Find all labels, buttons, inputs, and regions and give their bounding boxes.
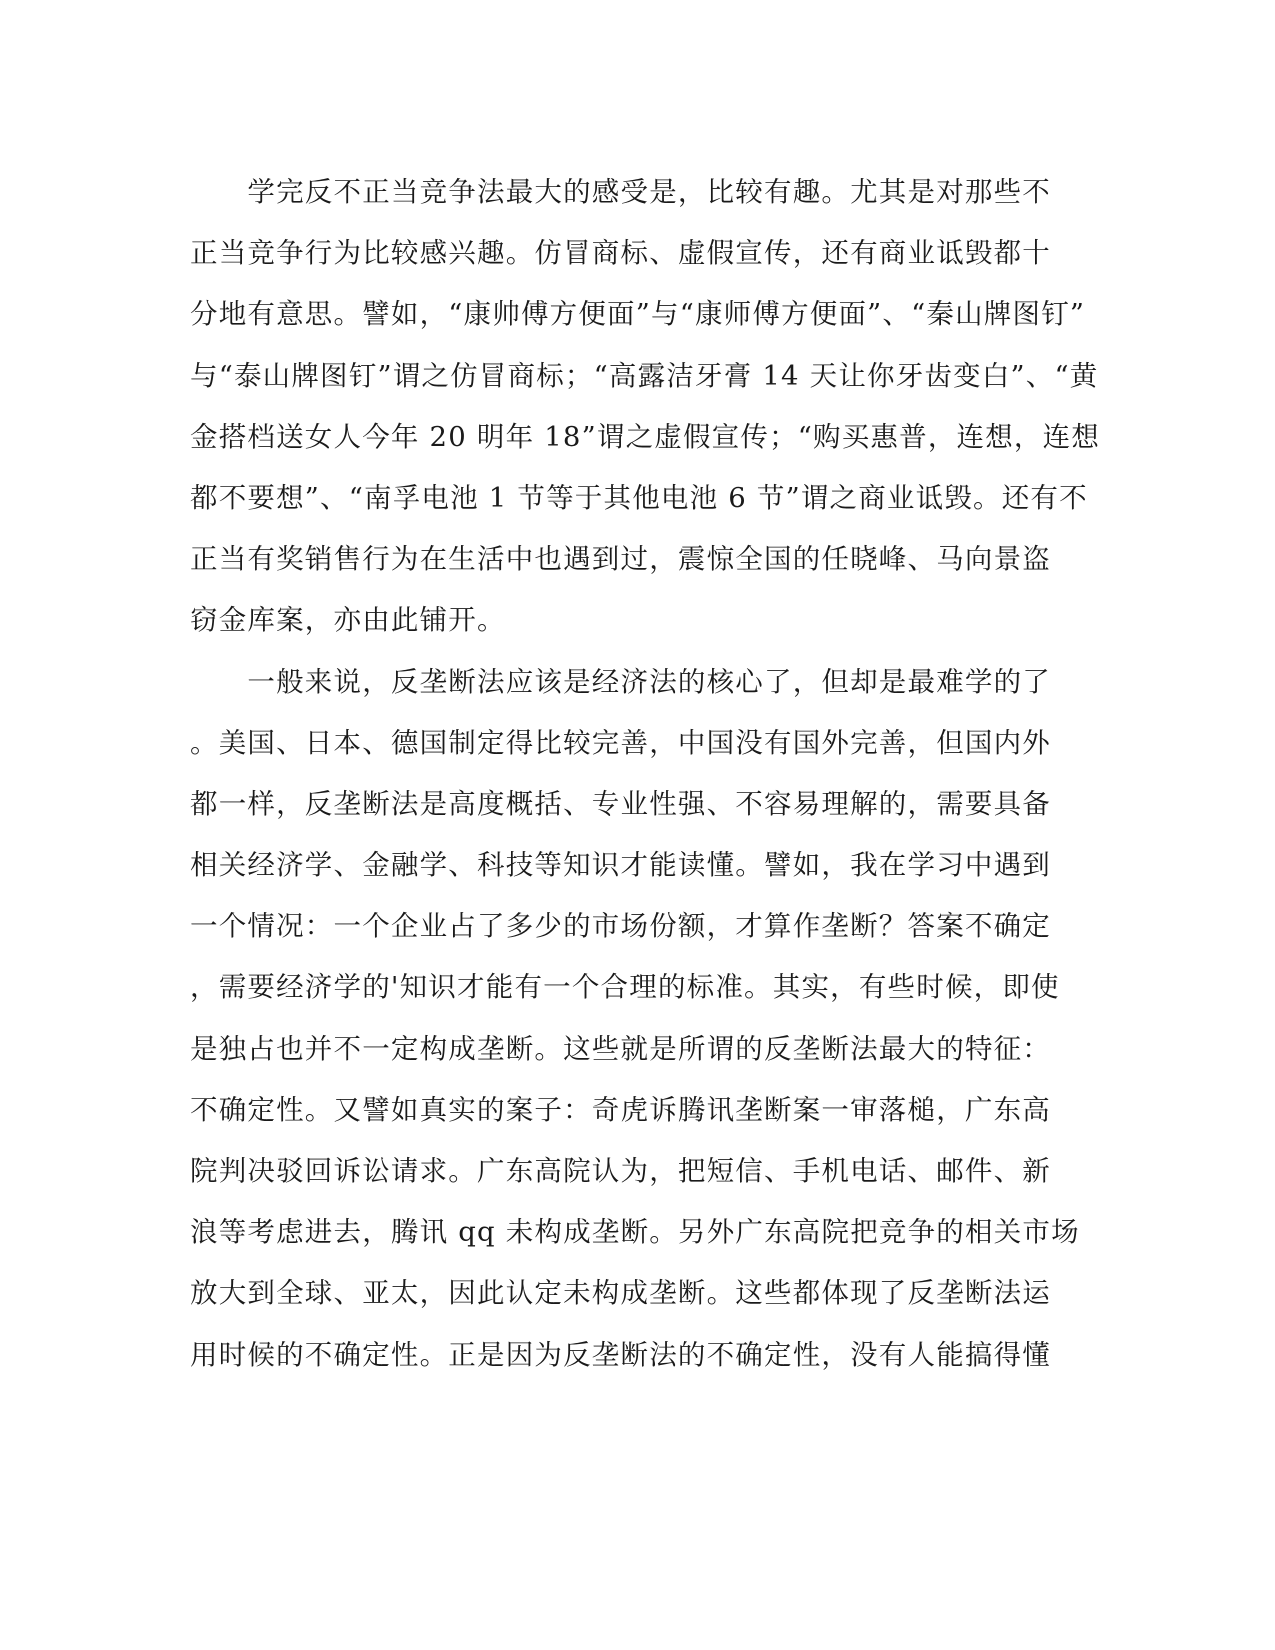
text-line: 相关经济学、金融学、科技等知识才能读懂。譬如，我在学习中遇到 <box>190 849 1051 882</box>
document-body <box>190 162 1101 1386</box>
text-line: 正当有奖销售行为在生活中也遇到过，震惊全国的任晓峰、马向景盗 <box>190 543 1051 576</box>
text-line: 浪等考虑进去，腾讯 qq 未构成垄断。另外广东高院把竞争的相关市场 <box>190 1216 1080 1249</box>
paragraph-unfair-competition <box>190 162 1101 652</box>
paragraph-anti-monopoly <box>190 652 1080 1386</box>
text-line: 一般来说，反垄断法应该是经济法的核心了，但却是最难学的了 <box>190 665 1051 698</box>
text-line: 都一样，反垄断法是高度概括、专业性强、不容易理解的，需要具备 <box>190 787 1051 820</box>
text-line: 用时候的不确定性。正是因为反垄断法的不确定性，没有人能搞得懂 <box>190 1338 1051 1371</box>
text-line: 与“泰山牌图钉”谓之仿冒商标；“高露洁牙膏 14 天让你牙齿变白”、“黄 <box>190 359 1099 392</box>
text-line: 是独占也并不一定构成垄断。这些就是所谓的反垄断法最大的特征： <box>190 1032 1051 1065</box>
text-line: 金搭档送女人今年 20 明年 18”谓之虚假宣传；“购买惠普，连想，连想 <box>190 420 1101 453</box>
text-line: 不确定性。又譬如真实的案子：奇虎诉腾讯垄断案一审落槌，广东高 <box>190 1093 1051 1126</box>
text-line: 一个情况：一个企业占了多少的市场份额，才算作垄断？答案不确定 <box>190 910 1051 943</box>
text-line: 都不要想”、“南孚电池 1 节等于其他电池 6 节”谓之商业诋毁。还有不 <box>190 481 1088 514</box>
text-line: 正当竞争行为比较感兴趣。仿冒商标、虚假宣传，还有商业诋毁都十 <box>190 237 1051 270</box>
text-line: 学完反不正当竞争法最大的感受是，比较有趣。尤其是对那些不 <box>190 176 1051 208</box>
text-line: 。美国、日本、德国制定得比较完善，中国没有国外完善，但国内外 <box>190 726 1051 759</box>
text-line: ，需要经济学的'知识才能有一个合理的标准。其实，有些时候，即使 <box>190 971 1060 1004</box>
text-line: 院判决驳回诉讼请求。广东高院认为，把短信、手机电话、邮件、新 <box>190 1155 1051 1187</box>
text-line: 分地有意思。譬如，“康帅傅方便面”与“康师傅方便面”、“秦山牌图钉” <box>190 298 1086 331</box>
text-line: 窃金库案，亦由此铺开。 <box>190 604 506 637</box>
text-line: 放大到全球、亚太，因此认定未构成垄断。这些都体现了反垄断法运 <box>190 1277 1051 1310</box>
